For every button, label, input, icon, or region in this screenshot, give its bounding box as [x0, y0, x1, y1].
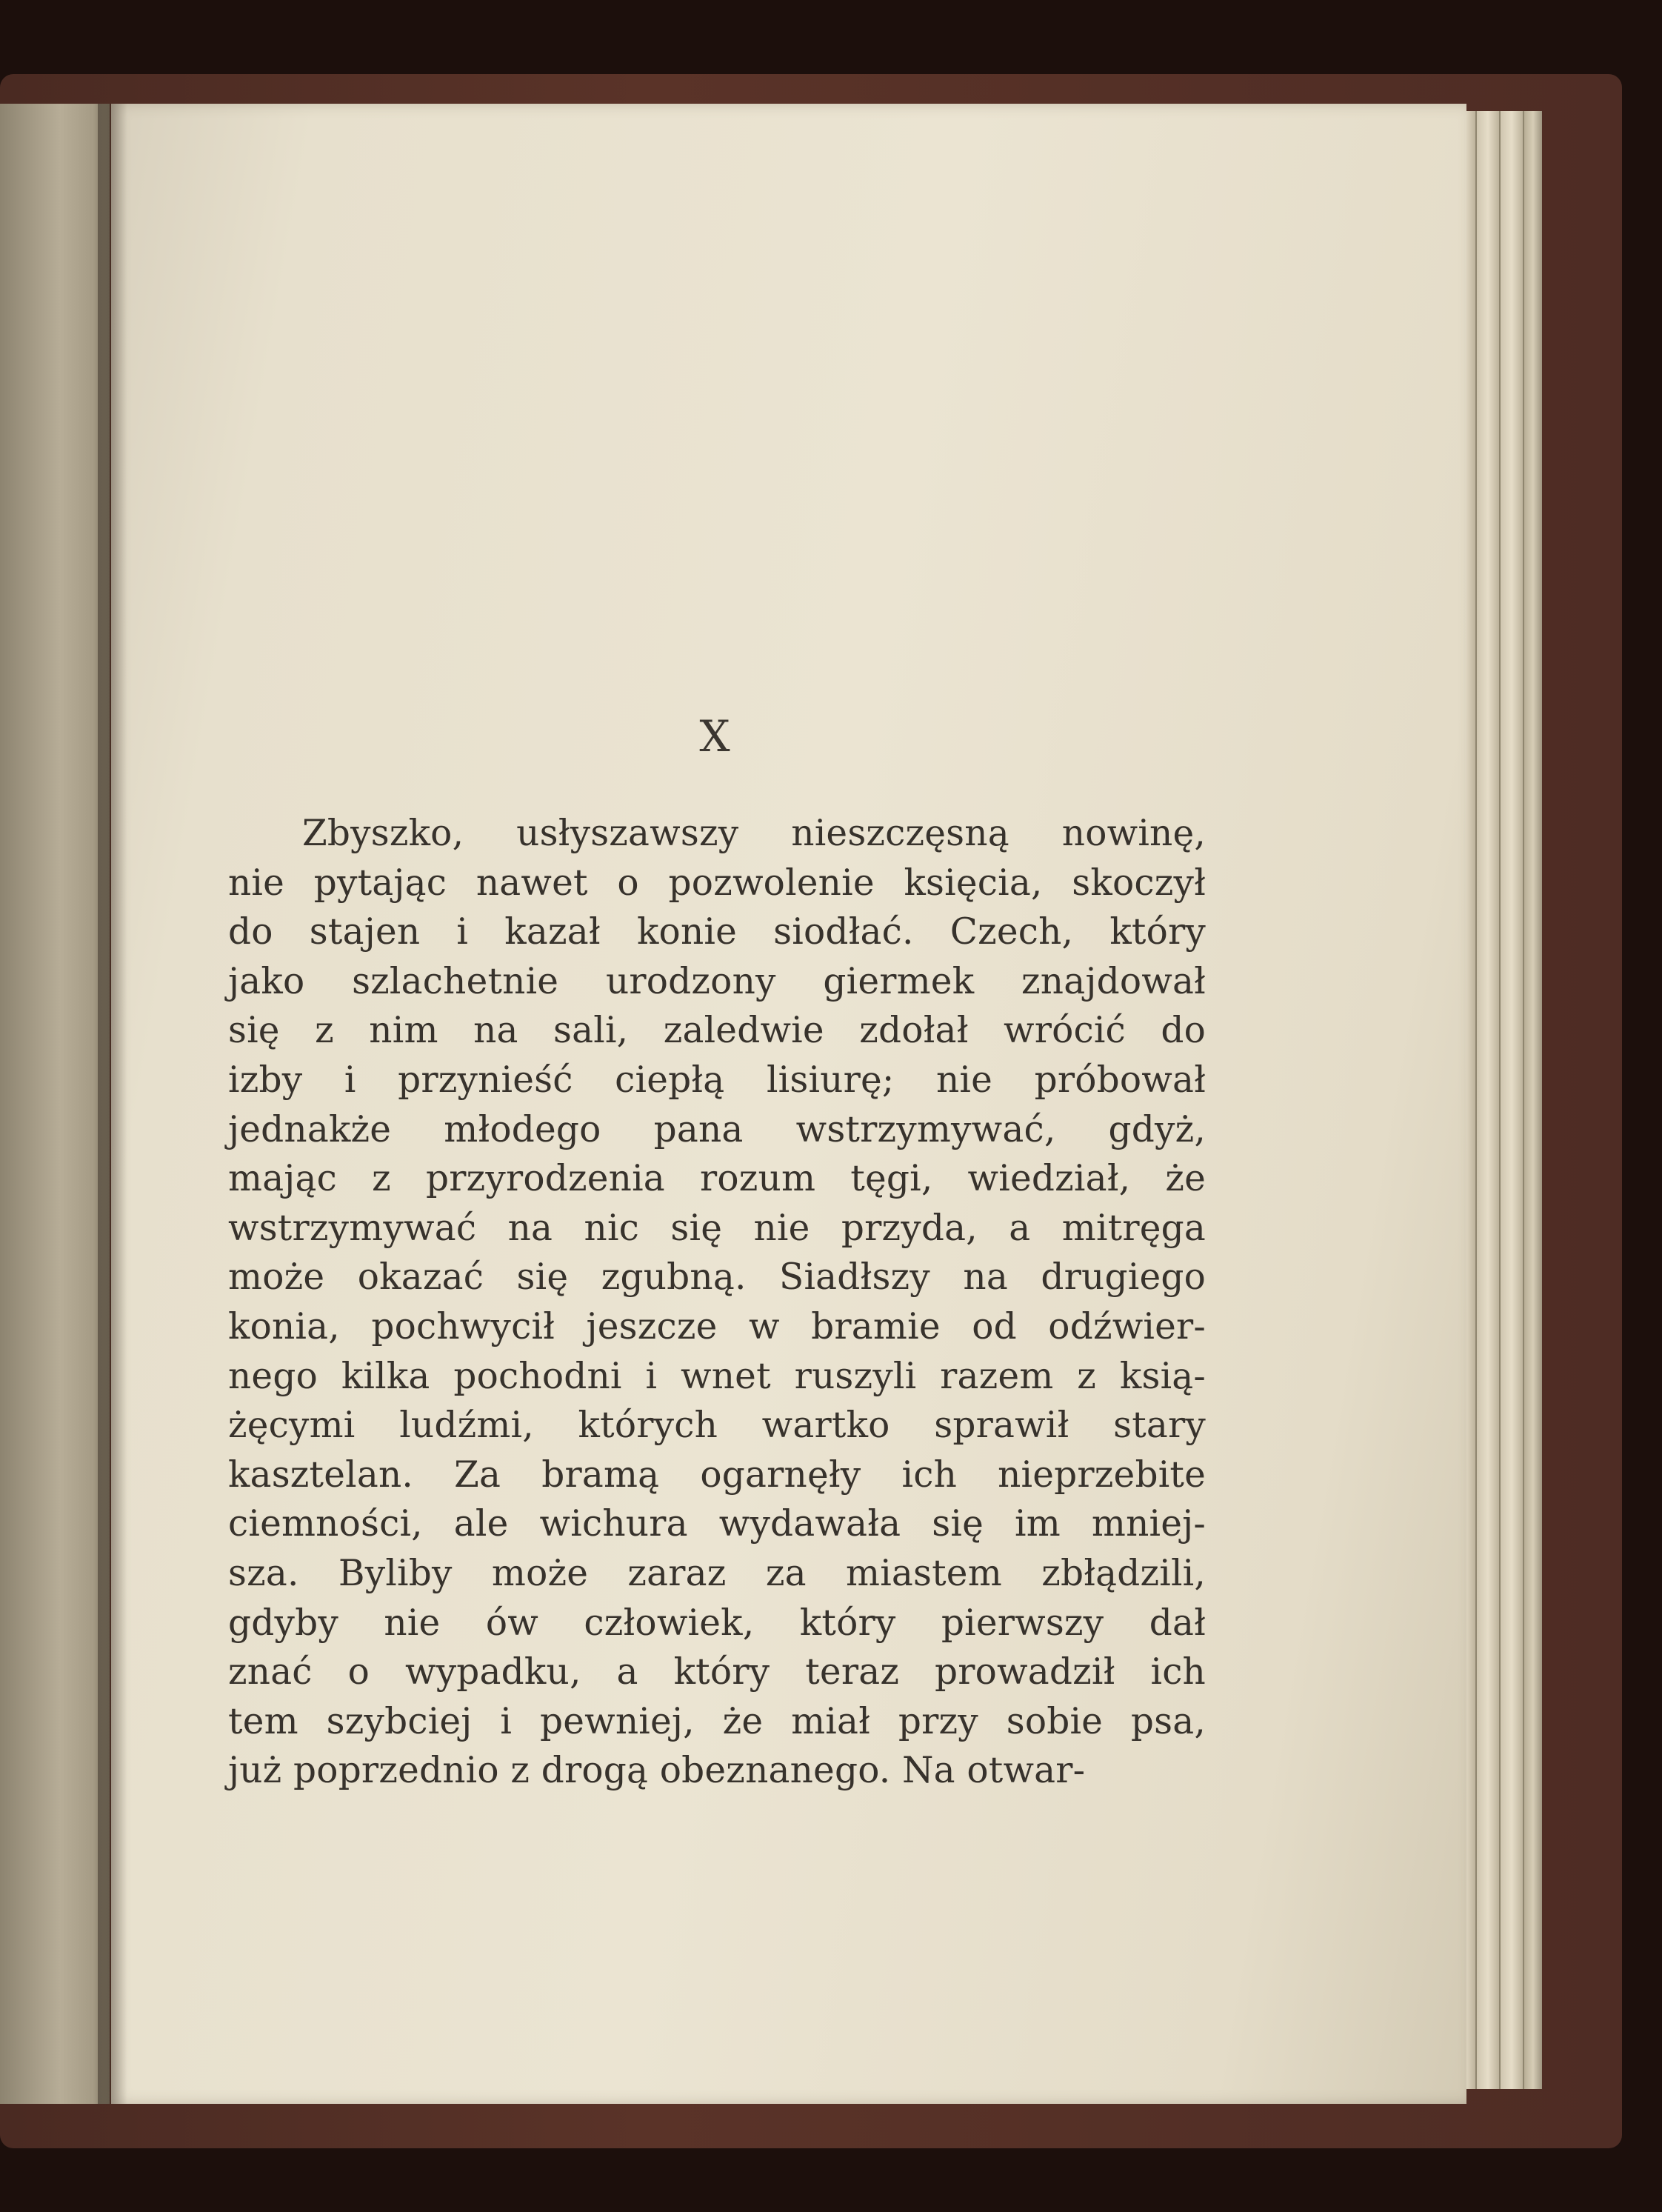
chapter-heading: X — [699, 711, 730, 762]
text-line: gdyby nie ów człowiek, który pierwszy dał — [228, 1602, 1206, 1644]
text-line: nie pytając nawet o pozwolenie księcia, skoczył — [228, 862, 1206, 904]
text-line: do stajen i kazał konie siodłać. Czech, który — [228, 911, 1206, 953]
text-line: jednakże młodego pana wstrzymywać, gdyż, — [228, 1108, 1206, 1150]
text-line: izby i przynieść ciepłą lisiurę; nie próbował — [228, 1059, 1206, 1101]
text-line: sza. Byliby może zaraz za miastem zbłądzili, — [228, 1552, 1206, 1594]
page-stack-edge — [1475, 111, 1499, 2089]
text-line: ciemności, ale wichura wydawała się im mniej- — [228, 1503, 1206, 1545]
text-line: może okazać się zgubną. Siadłszy na drugiego — [228, 1256, 1206, 1299]
text-line: znać o wypadku, a który teraz prowadził ich — [228, 1651, 1206, 1693]
paragraph — [228, 809, 1206, 1796]
page-stack-edge — [1499, 111, 1523, 2089]
text-line: nego kilka pochodni i wnet ruszyli razem z ksią- — [228, 1355, 1206, 1397]
text-line: kasztelan. Za bramą ogarnęły ich nieprzebite — [228, 1453, 1206, 1496]
text-line: jako szlachetnie urodzony giermek znajdował — [228, 960, 1206, 1002]
text-line: już poprzednio z drogą obeznanego. Na otwar- — [228, 1750, 1086, 1792]
text-line: konia, pochwycił jeszcze w bramie od odźwier- — [228, 1305, 1206, 1347]
text-line: Zbyszko, usłyszawszy nieszczęsną nowinę, — [302, 813, 1206, 854]
text-line: tem szybciej i pewniej, że miał przy sobie psa, — [228, 1700, 1206, 1742]
left-page-edge — [0, 104, 110, 2104]
text-line: żęcymi ludźmi, których wartko sprawił stary — [228, 1405, 1206, 1447]
page-stack-edge — [1523, 111, 1542, 2089]
text-line: się z nim na sali, zaledwie zdołał wrócić do — [228, 1010, 1206, 1052]
book-gutter — [98, 104, 127, 2104]
text-line: wstrzymywać na nic się nie przyda, a mitręga — [228, 1207, 1206, 1249]
text-line: mając z przyrodzenia rozum tęgi, wiedział, że — [228, 1158, 1206, 1200]
